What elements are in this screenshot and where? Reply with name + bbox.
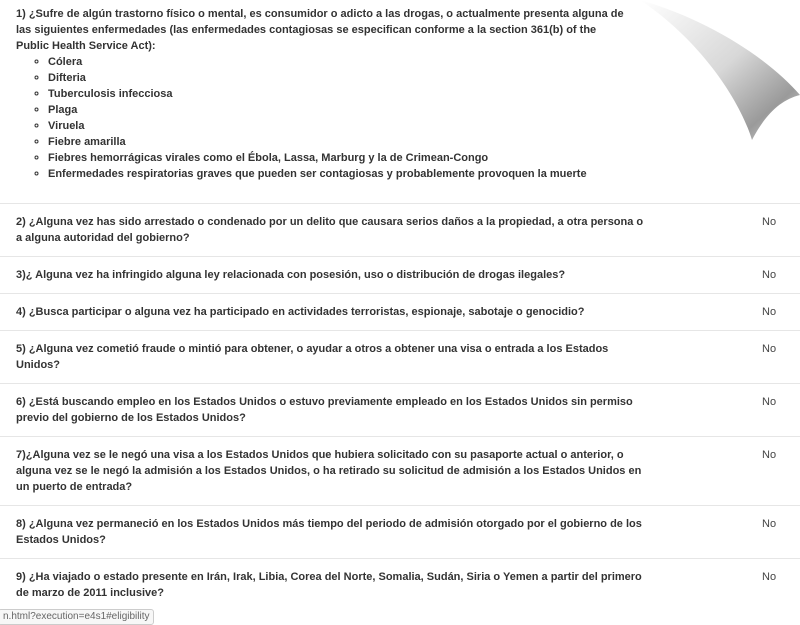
list-item: ◦ Fiebre amarilla	[48, 134, 628, 150]
question-row	[0, 203, 800, 256]
list-item: ◦ Difteria	[48, 70, 628, 86]
question-row	[0, 383, 800, 436]
question-row	[0, 256, 800, 293]
status-bar-url: n.html?execution=e4s1#eligibility	[0, 609, 154, 625]
question-1-text: 1) ¿Sufre de algún trastorno físico o mental, es consumidor o adicto a las drogas, o actualmente presenta alguna de las siguientes enfermedades (las enfermedades contagiosas se especifican conforme a la section 361(b) of the Public Health Service Act):	[16, 8, 624, 52]
answer-value: No	[762, 571, 777, 583]
disease-list	[16, 54, 628, 182]
answer-value: No	[762, 396, 777, 408]
question-row	[0, 436, 800, 505]
question-row	[0, 558, 800, 611]
answer-value: No	[762, 269, 777, 281]
question-text: 6) ¿Está buscando empleo en los Estados Unidos o estuvo previamente empleado en los Estados Unidos sin permiso previo del gobierno de los Estados Unidos?	[16, 396, 633, 424]
question-text: 9) ¿Ha viajado o estado presente en Irán, Irak, Libia, Corea del Norte, Somalia, Sudán, Siria o Yemen a partir del primero de marzo de 2011 inclusive?	[16, 571, 642, 599]
question-text: 7)¿Alguna vez se le negó una visa a los Estados Unidos que hubiera solicitado con su pasaporte actual o anterior, o alguna vez se le negó la admisión a los Estados Unidos, o ha retirado su solicitud de admisión a los Estados Unidos en un puerto de entrada?	[16, 449, 642, 493]
answer-value: No	[762, 216, 777, 228]
list-item: ◦ Cólera	[48, 54, 628, 70]
answer-value: No	[762, 518, 777, 530]
list-item: ◦ Tuberculosis infecciosa	[48, 86, 628, 102]
question-text: 8) ¿Alguna vez permaneció en los Estados Unidos más tiempo del periodo de admisión otorgado por el gobierno de los Estados Unidos?	[16, 518, 642, 546]
question-row	[0, 330, 800, 383]
list-item: ◦ Viruela	[48, 118, 628, 134]
question-row	[0, 293, 800, 330]
list-item: ◦ Fiebres hemorrágicas virales como el Ébola, Lassa, Marburg y la de Crimean-Congo	[48, 150, 628, 166]
questions-list	[0, 203, 800, 611]
page-curl-icon[interactable]	[600, 0, 800, 150]
answer-value: No	[762, 343, 777, 355]
question-text: 2) ¿Alguna vez has sido arrestado o condenado por un delito que causara serios daños a la propiedad, a otra persona o a alguna autoridad del gobierno?	[16, 216, 644, 244]
question-1	[0, 0, 628, 182]
question-text: 5) ¿Alguna vez cometió fraude o mintió para obtener, o ayudar a otros a obtener una visa o entrada a los Estados Unidos?	[16, 343, 609, 371]
list-item: ◦ Plaga	[48, 102, 628, 118]
question-text: 4) ¿Busca participar o alguna vez ha participado en actividades terroristas, espionaje, sabotaje o genocidio?	[16, 306, 585, 318]
question-row	[0, 505, 800, 558]
question-text: 3)¿ Alguna vez ha infringido alguna ley relacionada con posesión, uso o distribución de drogas ilegales?	[16, 269, 566, 281]
answer-value: No	[762, 306, 777, 318]
list-item: ◦ Enfermedades respiratorias graves que pueden ser contagiosas y probablemente provoquen la muerte	[48, 166, 628, 182]
answer-value: No	[762, 449, 777, 461]
